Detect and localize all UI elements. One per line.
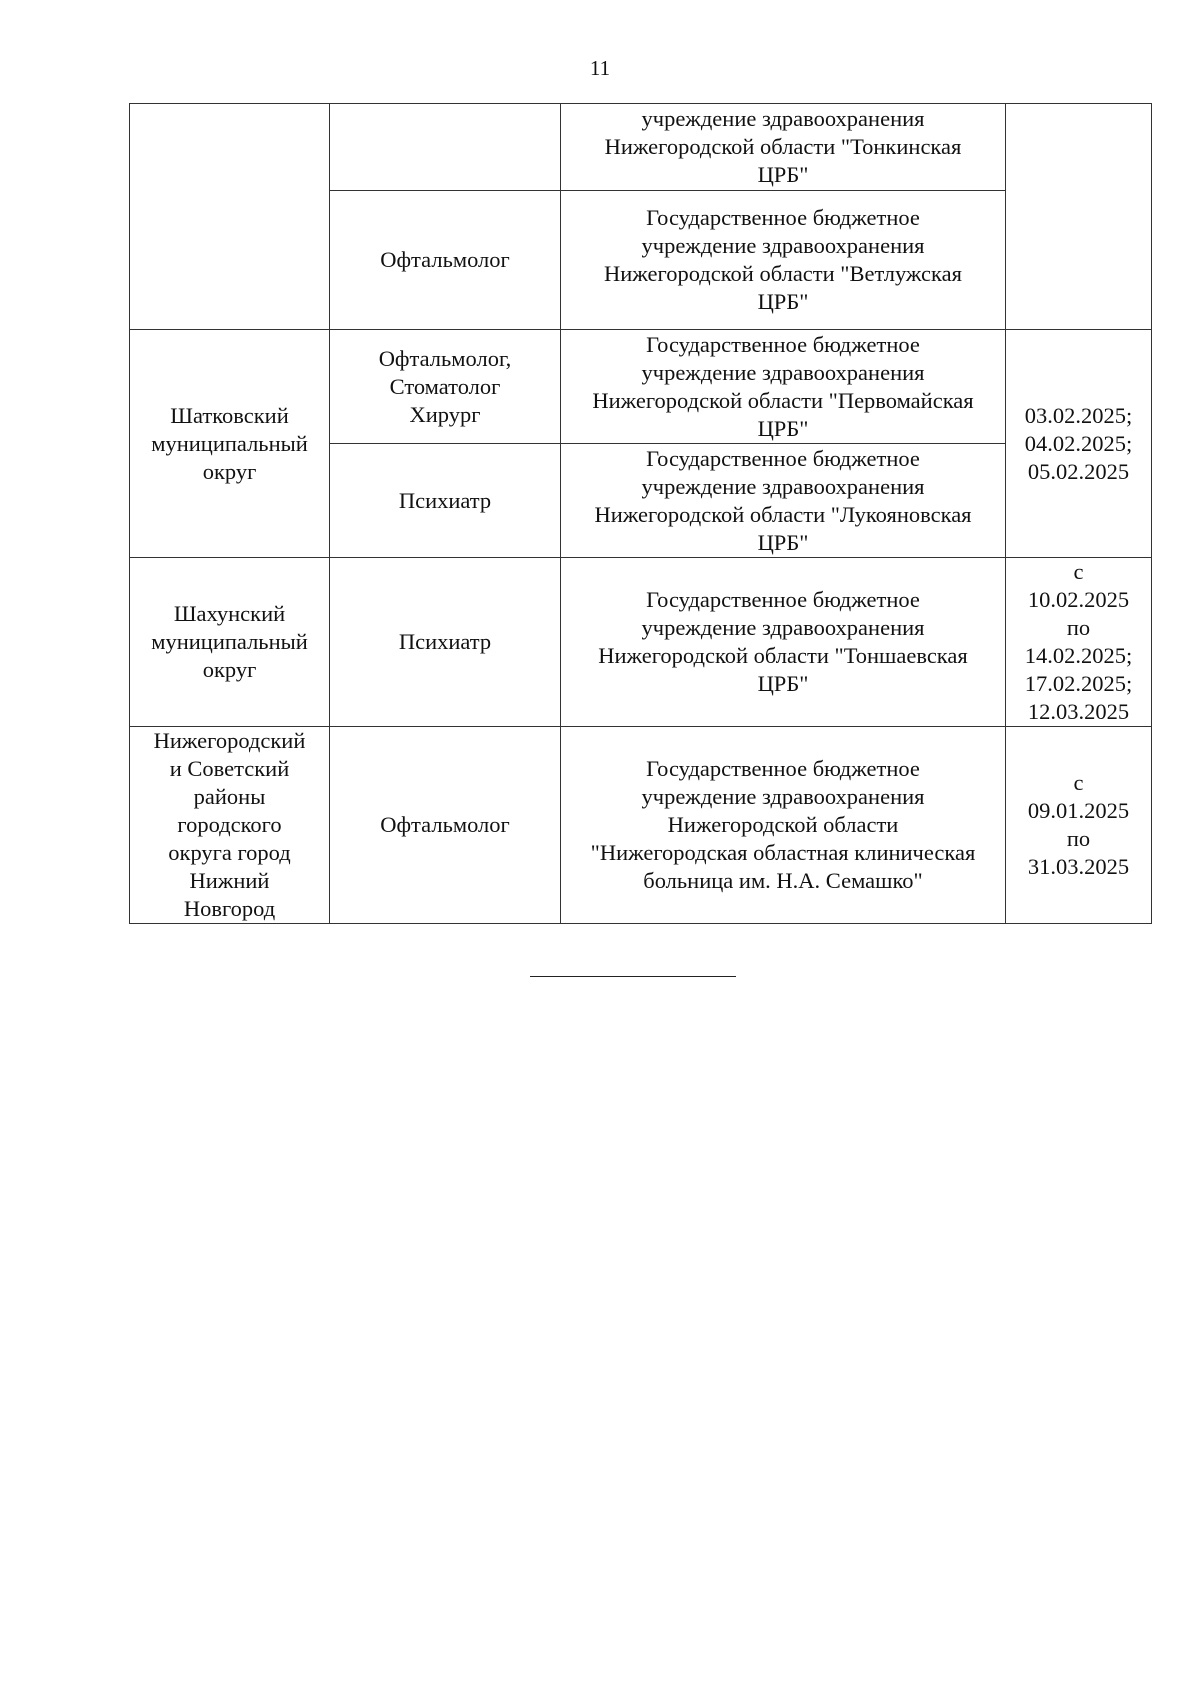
district-cell: Нижегородский и Советский районы городского округа город Нижний Новгород: [130, 727, 330, 924]
specialist-cell: [330, 104, 561, 191]
specialist-cell: Офтальмолог: [330, 191, 561, 330]
dates-cell: [1006, 104, 1152, 330]
organization-cell: Государственное бюджетное учреждение здравоохранения Нижегородской области "Тоншаевская ЦРБ": [561, 558, 1006, 727]
table-row: [130, 727, 1152, 924]
specialist-cell: Офтальмолог, Стоматолог Хирург: [330, 330, 561, 444]
organization-cell: учреждение здравоохранения Нижегородской области "Тонкинская ЦРБ": [561, 104, 1006, 191]
end-separator-line: [530, 976, 736, 977]
table-row: [130, 558, 1152, 727]
table-row: [130, 104, 1152, 191]
table-row: [130, 330, 1152, 444]
specialist-cell: Психиатр: [330, 558, 561, 727]
district-cell: Шатковский муниципальный округ: [130, 330, 330, 558]
page-number: 11: [589, 56, 611, 80]
specialist-cell: Офтальмолог: [330, 727, 561, 924]
district-cell: Шахунский муниципальный округ: [130, 558, 330, 727]
organization-cell: Государственное бюджетное учреждение здравоохранения Нижегородской области "Лукояновская ЦРБ": [561, 444, 1006, 558]
specialist-cell: Психиатр: [330, 444, 561, 558]
schedule-table: [129, 103, 1152, 924]
district-cell: [130, 104, 330, 330]
organization-cell: Государственное бюджетное учреждение здравоохранения Нижегородской области "Первомайская ЦРБ": [561, 330, 1006, 444]
dates-cell: 03.02.2025; 04.02.2025; 05.02.2025: [1006, 330, 1152, 558]
dates-cell: с 09.01.2025 по 31.03.2025: [1006, 727, 1152, 924]
dates-cell: с 10.02.2025 по 14.02.2025; 17.02.2025; 12.03.2025: [1006, 558, 1152, 727]
organization-cell: Государственное бюджетное учреждение здравоохранения Нижегородской области "Нижегородская областная клиническая больница им. Н.А. Семашко": [561, 727, 1006, 924]
organization-cell: Государственное бюджетное учреждение здравоохранения Нижегородской области "Ветлужская ЦРБ": [561, 191, 1006, 330]
